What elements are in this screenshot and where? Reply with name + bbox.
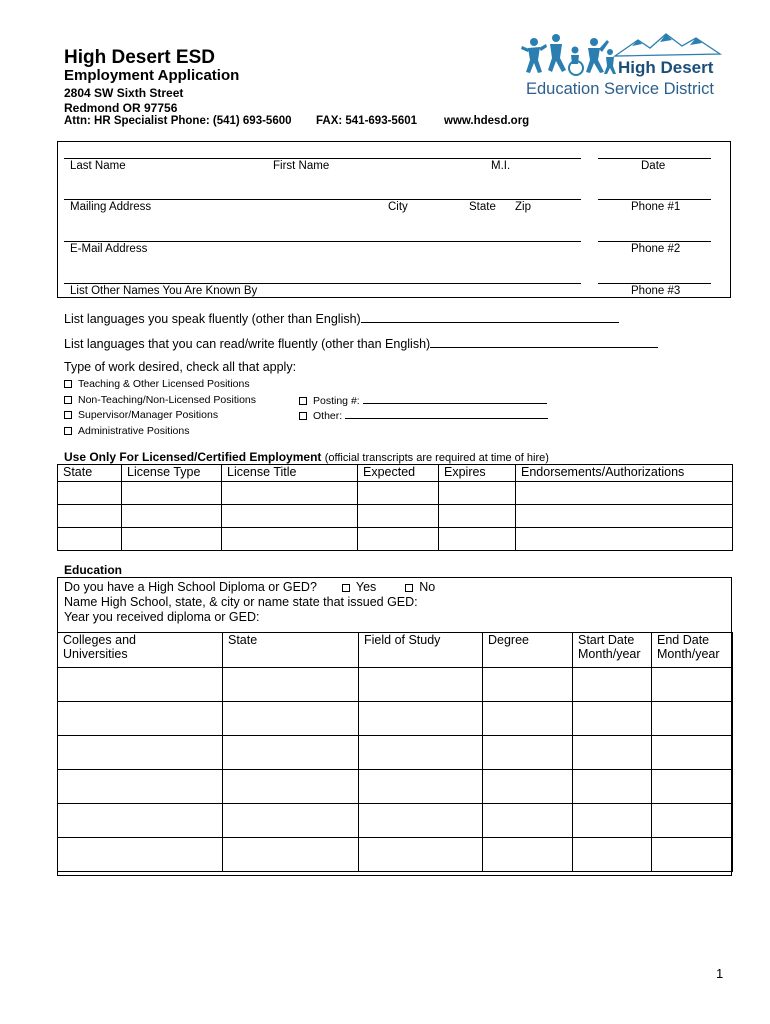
checkbox-icon — [405, 584, 413, 592]
first-name-label: First Name — [273, 160, 330, 172]
form-title: Employment Application — [64, 67, 240, 84]
phone2-label: Phone #2 — [631, 243, 681, 255]
checkbox-icon — [64, 396, 72, 404]
personal-info-box — [57, 141, 731, 298]
edu-col-start-date: Start Date Month/year — [573, 633, 652, 668]
page-number: 1 — [716, 966, 724, 981]
other-work-field[interactable] — [345, 409, 548, 419]
table-row — [58, 702, 733, 736]
work-option-teaching[interactable]: Teaching & Other Licensed Positions — [64, 378, 250, 390]
work-type-prompt: Type of work desired, check all that apply: — [64, 360, 297, 374]
checkbox-icon — [299, 397, 307, 405]
checkbox-icon — [342, 584, 350, 592]
license-table — [57, 464, 733, 551]
city-label: City — [388, 201, 408, 213]
license-col-expires: Expires — [439, 465, 516, 482]
fax-number: FAX: 541-693-5601 — [316, 115, 418, 127]
street-address: 2804 SW Sixth Street — [64, 86, 184, 100]
table-row — [58, 668, 733, 702]
checkbox-icon — [64, 411, 72, 419]
table-row — [58, 528, 733, 551]
edu-col-state: State — [223, 633, 359, 668]
state-label: State — [469, 201, 496, 213]
languages-readwrite-field[interactable] — [430, 335, 658, 348]
attn-phone: Attn: HR Specialist Phone: (541) 693-5600 — [64, 115, 292, 127]
license-col-expected: Expected — [358, 465, 439, 482]
diploma-question: Do you have a High School Diploma or GED? Yes No — [64, 580, 436, 594]
mi-label: M.I. — [491, 160, 511, 172]
table-row — [58, 482, 733, 505]
city-state-zip: Redmond OR 97756 — [64, 101, 178, 115]
license-col-state: State — [58, 465, 122, 482]
languages-speak-label: List languages you speak fluently (other than English) — [64, 312, 361, 326]
hdesd-logo — [520, 28, 725, 103]
licensed-note: (official transcripts are required at time of hire) — [324, 452, 549, 464]
table-row — [58, 736, 733, 770]
org-title: High Desert ESD — [64, 47, 215, 68]
licensed-heading: Use Only For Licensed/Certified Employment (official transcripts are required at time of hire) — [64, 450, 549, 464]
table-row — [58, 804, 733, 838]
languages-speak-field[interactable] — [361, 310, 619, 323]
table-row — [58, 505, 733, 528]
checkbox-icon — [64, 380, 72, 388]
logo-subtitle: Education Service District — [526, 80, 714, 98]
license-col-title: License Title — [222, 465, 358, 482]
date-label: Date — [641, 160, 666, 172]
work-option-administrative[interactable]: Administrative Positions — [64, 425, 189, 437]
table-row — [58, 770, 733, 804]
languages-readwrite-question — [64, 335, 658, 351]
table-row — [58, 838, 733, 872]
work-option-supervisor[interactable]: Supervisor/Manager Positions — [64, 409, 218, 421]
work-option-posting[interactable]: Posting #: — [299, 394, 547, 407]
posting-number-field[interactable] — [363, 394, 547, 404]
website: www.hdesd.org — [444, 115, 530, 127]
checkbox-icon — [64, 427, 72, 435]
license-col-endorsements: Endorsements/Authorizations — [516, 465, 733, 482]
edu-col-field: Field of Study — [359, 633, 483, 668]
mailing-address-label: Mailing Address — [70, 201, 152, 213]
license-col-type: License Type — [122, 465, 222, 482]
other-names-label: List Other Names You Are Known By — [70, 285, 258, 297]
high-school-question: Name High School, state, & city or name state that issued GED: — [64, 595, 418, 609]
edu-col-end-date: End Date Month/year — [652, 633, 733, 668]
education-heading: Education — [64, 563, 123, 577]
diploma-no-option[interactable]: No — [405, 580, 435, 594]
edu-col-colleges: Colleges and Universities — [58, 633, 223, 668]
languages-readwrite-label: List languages that you can read/write fluently (other than English) — [64, 337, 431, 351]
languages-speak-question — [64, 310, 619, 326]
email-label: E-Mail Address — [70, 243, 148, 255]
diploma-yes-option[interactable]: Yes — [342, 580, 376, 594]
last-name-label: Last Name — [70, 160, 126, 172]
checkbox-icon — [299, 412, 307, 420]
edu-col-degree: Degree — [483, 633, 573, 668]
work-option-nonteaching[interactable]: Non-Teaching/Non-Licensed Positions — [64, 394, 256, 406]
phone1-label: Phone #1 — [631, 201, 681, 213]
phone3-label: Phone #3 — [631, 285, 681, 297]
education-table — [57, 632, 733, 872]
diploma-year-question: Year you received diploma or GED: — [64, 610, 260, 624]
work-option-other[interactable]: Other: — [299, 409, 548, 422]
logo-name: High Desert — [618, 58, 714, 77]
zip-label: Zip — [515, 201, 531, 213]
